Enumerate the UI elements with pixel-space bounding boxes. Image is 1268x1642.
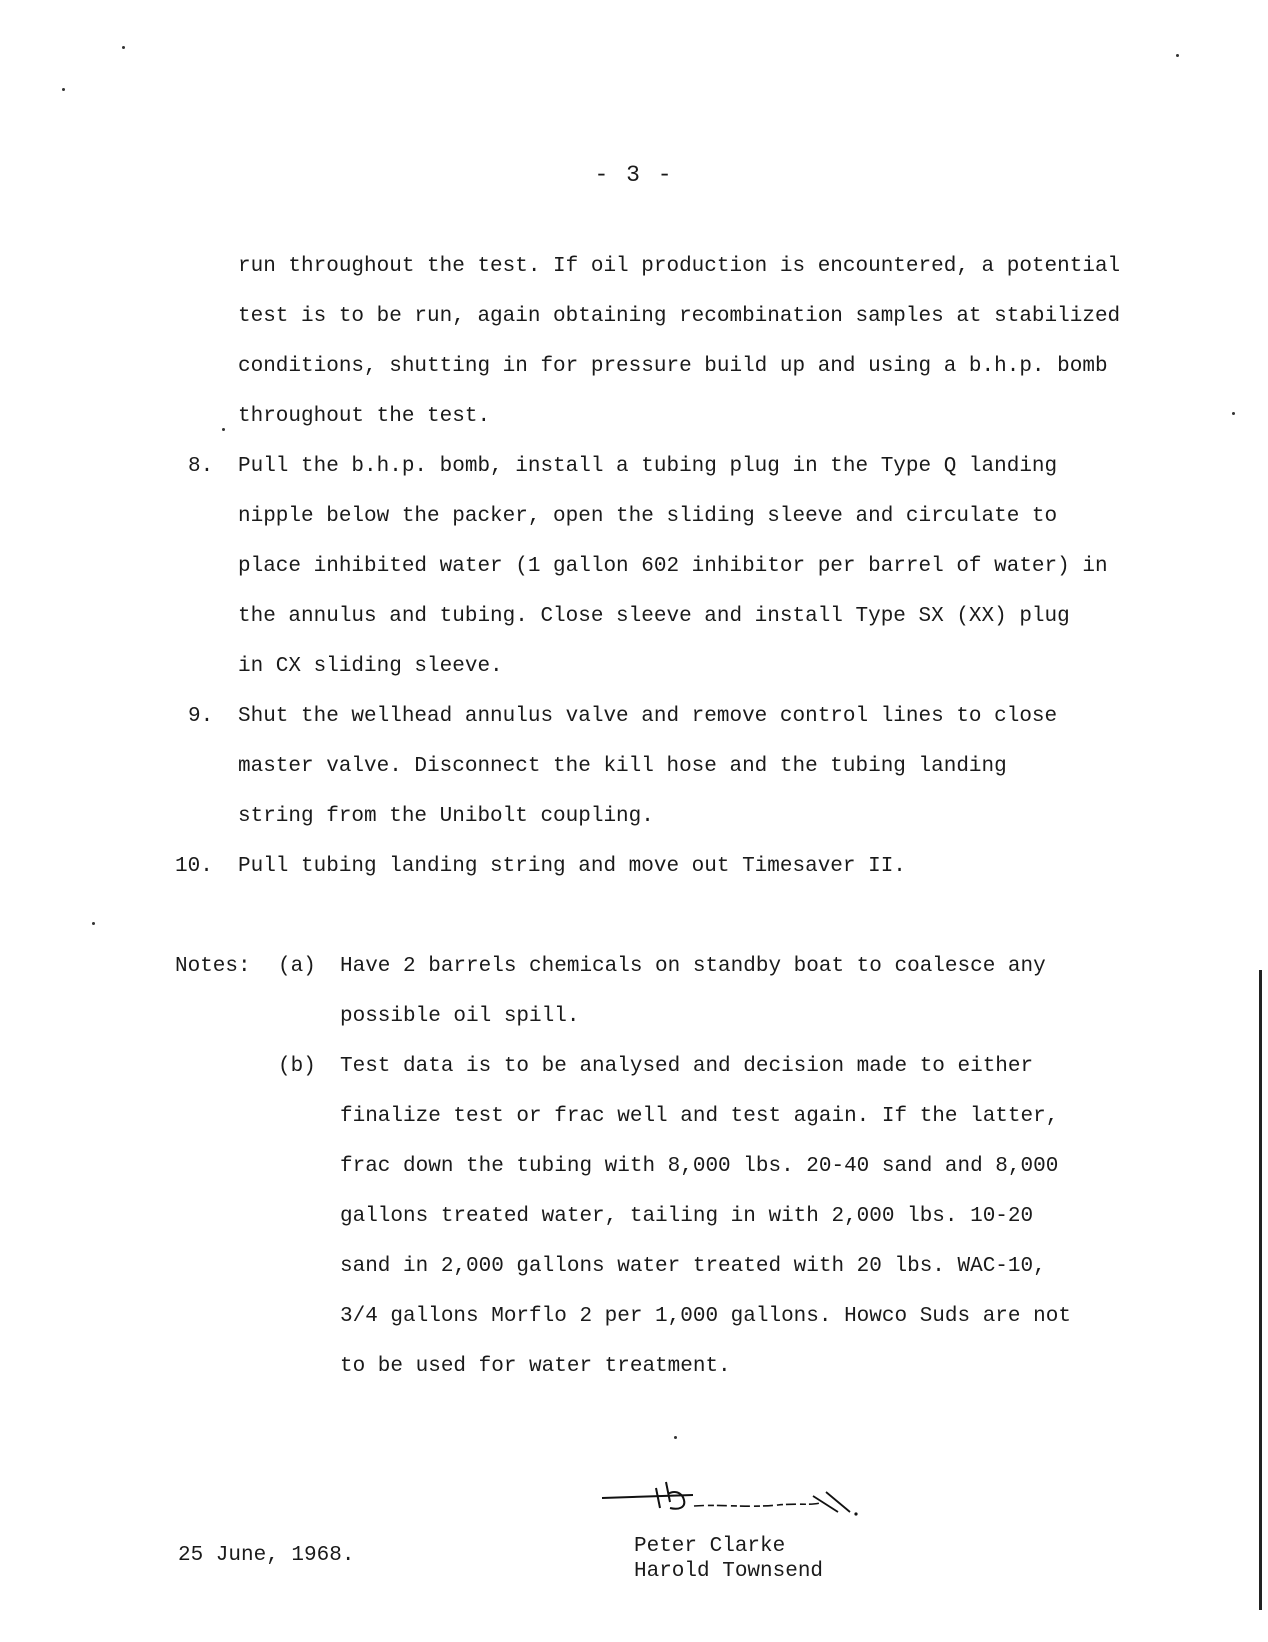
scan-speck (674, 1436, 677, 1439)
scan-speck (122, 46, 125, 49)
step-number: 8. (188, 455, 214, 478)
step-line: Pull tubing landing string and move out Timesaver II. (238, 855, 906, 878)
note-line: gallons treated water, tailing in with 2,000 lbs. 10-20 (340, 1205, 1034, 1228)
step-number: 9. (188, 705, 214, 728)
note-line: to be used for water treatment. (340, 1355, 731, 1378)
note-letter: (b) (278, 1055, 316, 1078)
scan-speck (92, 922, 95, 925)
scan-speck (1176, 54, 1179, 57)
scan-speck (1232, 412, 1235, 415)
note-line: Test data is to be analysed and decision made to either (340, 1055, 1034, 1078)
notes-label: Notes: (175, 955, 251, 978)
step-line: in CX sliding sleeve. (238, 655, 503, 678)
step-line: nipple below the packer, open the sliding sleeve and circulate to (238, 505, 1058, 528)
note-line: possible oil spill. (340, 1005, 580, 1028)
document-date: 25 June, 1968. (178, 1544, 355, 1567)
note-line: finalize test or frac well and test again. If the latter, (340, 1105, 1059, 1128)
step-line: place inhibited water (1 gallon 602 inhibitor per barrel of water) in (238, 555, 1108, 578)
step-line: Shut the wellhead annulus valve and remove control lines to close (238, 705, 1058, 728)
continuation-line: run throughout the test. If oil production is encountered, a potential (238, 255, 1121, 278)
continuation-line: conditions, shutting in for pressure build up and using a b.h.p. bomb (238, 355, 1108, 378)
step-number: 10. (175, 855, 213, 878)
step-line: string from the Unibolt coupling. (238, 805, 654, 828)
handwritten-signature (598, 1468, 898, 1528)
page-number: - 3 - (594, 162, 674, 188)
note-letter: (a) (278, 955, 316, 978)
step-line: Pull the b.h.p. bomb, install a tubing plug in the Type Q landing (238, 455, 1058, 478)
scan-edge-line (1259, 970, 1262, 1610)
note-line: frac down the tubing with 8,000 lbs. 20-40 sand and 8,000 (340, 1155, 1059, 1178)
continuation-line: test is to be run, again obtaining recombination samples at stabilized (238, 305, 1121, 328)
signatory-names (634, 1534, 823, 1584)
scan-speck (222, 428, 225, 431)
note-line: 3/4 gallons Morflo 2 per 1,000 gallons. Howco Suds are not (340, 1305, 1071, 1328)
step-line: the annulus and tubing. Close sleeve and install Type SX (XX) plug (238, 605, 1070, 628)
signatory-name: Peter Clarke (634, 1535, 786, 1558)
note-line: Have 2 barrels chemicals on standby boat to coalesce any (340, 955, 1046, 978)
note-line: sand in 2,000 gallons water treated with 20 lbs. WAC-10, (340, 1255, 1046, 1278)
continuation-line: throughout the test. (238, 405, 491, 428)
step-line: master valve. Disconnect the kill hose and the tubing landing (238, 755, 1007, 778)
scan-speck (62, 88, 65, 91)
signatory-name: Harold Townsend (634, 1560, 824, 1583)
